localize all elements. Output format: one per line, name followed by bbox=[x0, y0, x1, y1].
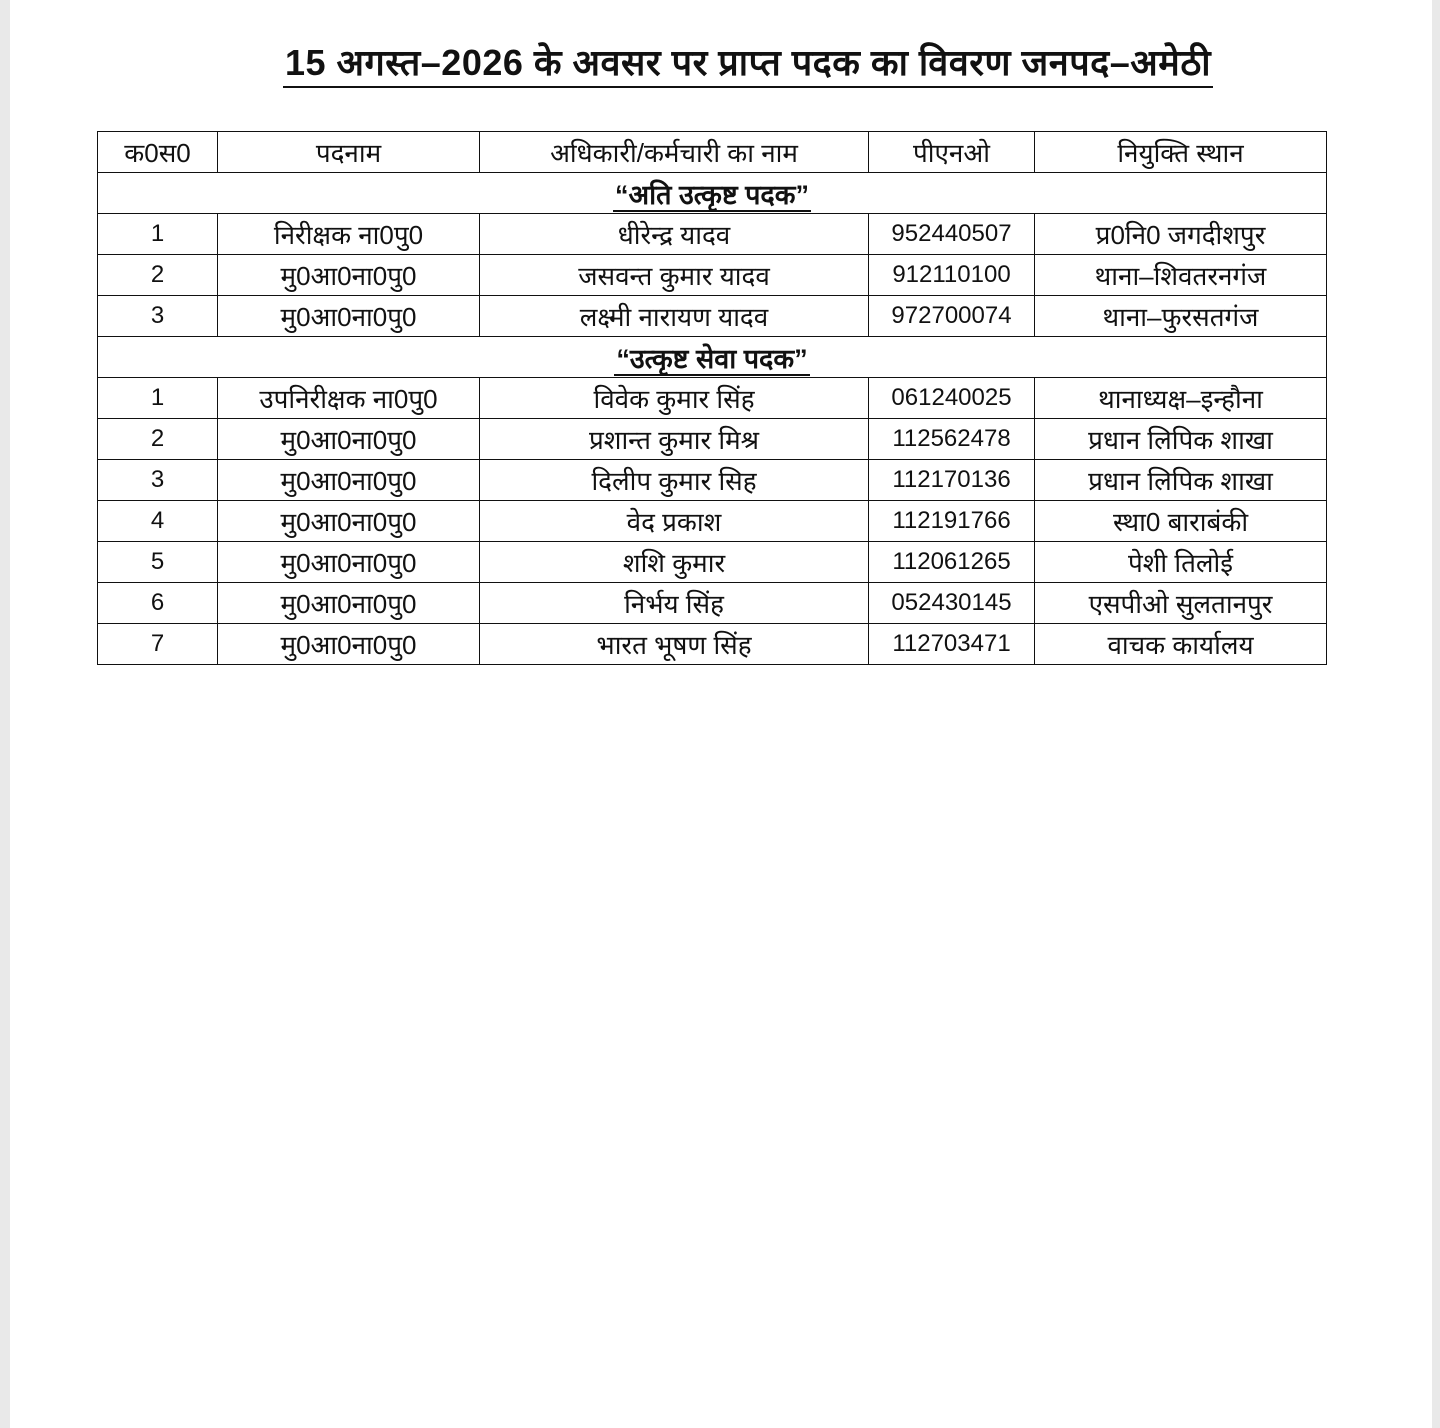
cell-pno: 112191766 bbox=[869, 501, 1035, 542]
cell-posting: एसपीओ सुलतानपुर bbox=[1035, 583, 1327, 624]
cell-name: लक्ष्मी नारायण यादव bbox=[480, 296, 869, 337]
cell-pno: 112562478 bbox=[869, 419, 1035, 460]
header-pno: पीएनओ bbox=[869, 132, 1035, 173]
table-row bbox=[98, 460, 1327, 501]
cell-designation: मु0आ0ना0पु0 bbox=[218, 255, 480, 296]
cell-designation: मु0आ0ना0पु0 bbox=[218, 296, 480, 337]
cell-posting: वाचक कार्यालय bbox=[1035, 624, 1327, 665]
cell-posting: प्र0नि0 जगदीशपुर bbox=[1035, 214, 1327, 255]
section-title-cell bbox=[98, 173, 1327, 214]
header-serial: क0स0 bbox=[98, 132, 218, 173]
table-row bbox=[98, 255, 1327, 296]
cell-designation: मु0आ0ना0पु0 bbox=[218, 542, 480, 583]
cell-name: वेद प्रकाश bbox=[480, 501, 869, 542]
cell-serial: 3 bbox=[98, 296, 218, 337]
header-posting: नियुक्ति स्थान bbox=[1035, 132, 1327, 173]
cell-pno: 972700074 bbox=[869, 296, 1035, 337]
cell-designation: मु0आ0ना0पु0 bbox=[218, 460, 480, 501]
table-row bbox=[98, 583, 1327, 624]
cell-posting: स्था0 बाराबंकी bbox=[1035, 501, 1327, 542]
table-row bbox=[98, 419, 1327, 460]
cell-designation: मु0आ0ना0पु0 bbox=[218, 501, 480, 542]
header-name: अधिकारी/कर्मचारी का नाम bbox=[480, 132, 869, 173]
document-title: 15 अगस्त–2026 के अवसर पर प्राप्त पदक का विवरण जनपद–अमेठी bbox=[283, 40, 1213, 88]
cell-serial: 3 bbox=[98, 460, 218, 501]
section-title: “अति उत्कृष्ट पदक” bbox=[614, 179, 809, 210]
medal-table bbox=[97, 131, 1327, 665]
header-designation: पदनाम bbox=[218, 132, 480, 173]
cell-name: जसवन्त कुमार यादव bbox=[480, 255, 869, 296]
cell-pno: 912110100 bbox=[869, 255, 1035, 296]
cell-designation: उपनिरीक्षक ना0पु0 bbox=[218, 378, 480, 419]
cell-serial: 7 bbox=[98, 624, 218, 665]
cell-pno: 952440507 bbox=[869, 214, 1035, 255]
cell-name: प्रशान्त कुमार मिश्र bbox=[480, 419, 869, 460]
table-row bbox=[98, 296, 1327, 337]
table-row bbox=[98, 542, 1327, 583]
cell-designation: मु0आ0ना0पु0 bbox=[218, 419, 480, 460]
section-header-row bbox=[98, 337, 1327, 378]
document-page bbox=[10, 0, 1432, 1428]
cell-pno: 112170136 bbox=[869, 460, 1035, 501]
cell-pno: 112061265 bbox=[869, 542, 1035, 583]
cell-posting: पेशी तिलोई bbox=[1035, 542, 1327, 583]
section-header-row bbox=[98, 173, 1327, 214]
cell-posting: प्रधान लिपिक शाखा bbox=[1035, 419, 1327, 460]
cell-name: शशि कुमार bbox=[480, 542, 869, 583]
section-title-cell bbox=[98, 337, 1327, 378]
cell-posting: प्रधान लिपिक शाखा bbox=[1035, 460, 1327, 501]
cell-serial: 4 bbox=[98, 501, 218, 542]
cell-name: धीरेन्द्र यादव bbox=[480, 214, 869, 255]
table-row bbox=[98, 378, 1327, 419]
cell-posting: थानाध्यक्ष–इन्हौना bbox=[1035, 378, 1327, 419]
cell-name: दिलीप कुमार सिह bbox=[480, 460, 869, 501]
cell-designation: मु0आ0ना0पु0 bbox=[218, 583, 480, 624]
cell-posting: थाना–फुरसतगंज bbox=[1035, 296, 1327, 337]
cell-serial: 6 bbox=[98, 583, 218, 624]
cell-name: भारत भूषण सिंह bbox=[480, 624, 869, 665]
cell-name: विवेक कुमार सिंह bbox=[480, 378, 869, 419]
cell-serial: 2 bbox=[98, 255, 218, 296]
cell-serial: 2 bbox=[98, 419, 218, 460]
cell-serial: 1 bbox=[98, 214, 218, 255]
table-row bbox=[98, 501, 1327, 542]
title-wrap bbox=[10, 40, 1440, 88]
cell-name: निर्भय सिंह bbox=[480, 583, 869, 624]
cell-posting: थाना–शिवतरनगंज bbox=[1035, 255, 1327, 296]
cell-pno: 061240025 bbox=[869, 378, 1035, 419]
cell-designation: निरीक्षक ना0पु0 bbox=[218, 214, 480, 255]
cell-pno: 052430145 bbox=[869, 583, 1035, 624]
table-row bbox=[98, 624, 1327, 665]
cell-designation: मु0आ0ना0पु0 bbox=[218, 624, 480, 665]
cell-serial: 1 bbox=[98, 378, 218, 419]
table-header-row bbox=[98, 132, 1327, 173]
table-row bbox=[98, 214, 1327, 255]
table-body bbox=[98, 173, 1327, 665]
section-title: “उत्कृष्ट सेवा पदक” bbox=[616, 343, 808, 374]
cell-serial: 5 bbox=[98, 542, 218, 583]
cell-pno: 112703471 bbox=[869, 624, 1035, 665]
